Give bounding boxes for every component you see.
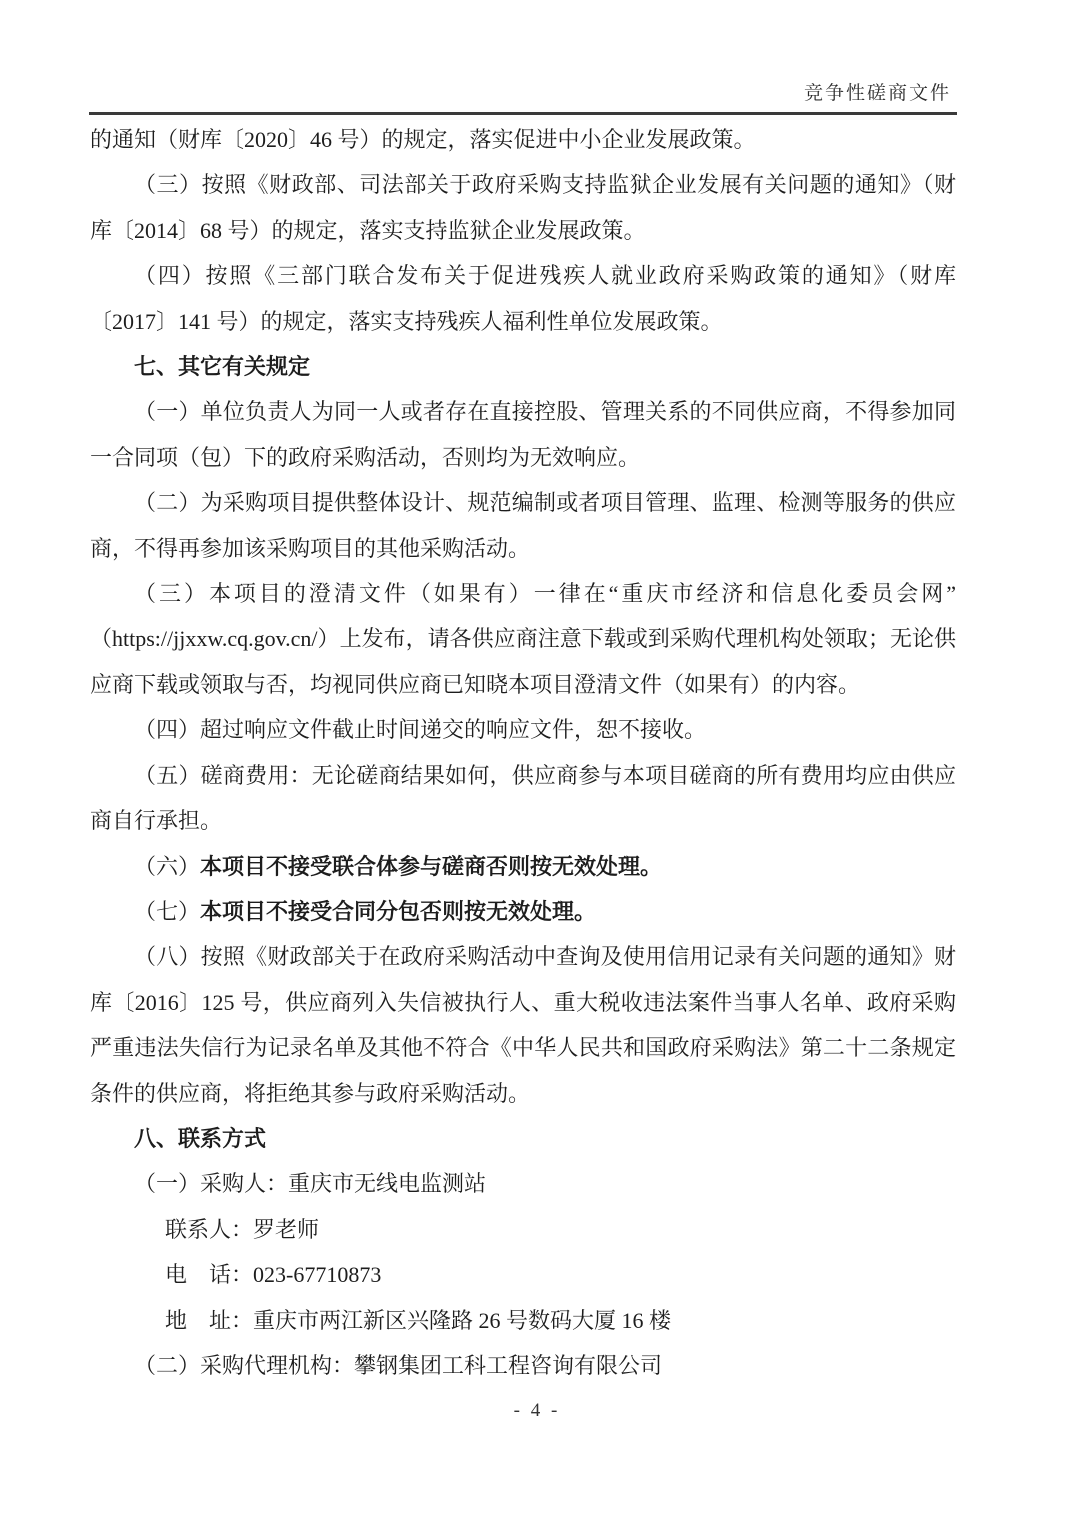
item-bold-text: 本项目不接受合同分包否则按无效处理。 bbox=[200, 898, 597, 924]
contact-person: 联系人：罗老师 bbox=[165, 1216, 320, 1242]
section-heading-7-other-rules: 七、其它有关规定 bbox=[134, 354, 311, 380]
paragraph-rule-2: （二）为采购项目提供整体设计、规范编制或者项目管理、监理、检测等服务的供应商，不得再参加该采购项目的其他采购活动。 bbox=[90, 490, 956, 561]
paragraph-rule-7-no-subcontract bbox=[90, 889, 956, 934]
paragraph-rule-1: （一）单位负责人为同一人或者存在直接控股、管理关系的不同供应商，不得参加同一合同项（包）下的政府采购活动，否则均为无效响应。 bbox=[90, 399, 956, 470]
contact-phone: 电 话：023-67710873 bbox=[165, 1262, 382, 1288]
paragraph-item-4-disabled: （四）按照《三部门联合发布关于促进残疾人就业政府采购政策的通知》（财库〔2017〕141 号）的规定，落实支持残疾人福利性单位发展政策。 bbox=[90, 263, 956, 334]
paragraph-rule-4-deadline: （四）超过响应文件截止时间递交的响应文件，恕不接收。 bbox=[134, 717, 707, 743]
paragraph-rule-6-no-consortium bbox=[90, 844, 956, 889]
item-number: （六） bbox=[134, 853, 201, 879]
item-bold-text: 本项目不接受联合体参与磋商否则按无效处理。 bbox=[200, 853, 663, 879]
page-header bbox=[89, 0, 957, 115]
item-number: （七） bbox=[134, 898, 201, 924]
contact-purchaser: （一）采购人：重庆市无线电监测站 bbox=[134, 1171, 487, 1197]
paragraph-item-3-prison: （三）按照《财政部、司法部关于政府采购支持监狱企业发展有关问题的通知》（财库〔2014〕68 号）的规定，落实支持监狱企业发展政策。 bbox=[90, 172, 956, 243]
header-title: 竞争性磋商文件 bbox=[803, 83, 951, 104]
contact-address: 地 址：重庆市两江新区兴隆路 26 号数码大厦 16 楼 bbox=[165, 1307, 672, 1333]
paragraph-rule-3-clarification: （三）本项目的澄清文件（如果有）一律在“重庆市经济和信息化委员会网”（https://jjxxw.cq.gov.cn/）上发布，请各供应商注意下载或到采购代理机构处领取；无论供应商下载或领取与否，均视同供应商已知晓本项目澄清文件（如果有）的内容。 bbox=[90, 581, 956, 697]
paragraph-rule-5-costs: （五）磋商费用：无论磋商结果如何，供应商参与本项目磋商的所有费用均应由供应商自行承担。 bbox=[90, 762, 956, 834]
section-heading-8-contact: 八、联系方式 bbox=[134, 1125, 267, 1151]
paragraph-rule-8-credit-records: （八）按照《财政部关于在政府采购活动中查询及使用信用记录有关问题的通知》财库〔2016〕125 号，供应商列入失信被执行人、重大税收违法案件当事人名单、政府采购严重违法失信行为记录名单及其他不符合《中华人民共和国政府采购法》第二十二条规定条件的供应商，将拒绝其参与政府采购活动。 bbox=[90, 944, 956, 1106]
paragraph-continuation: 的通知（财库〔2020〕46 号）的规定，落实促进中小企业发展政策。 bbox=[90, 127, 756, 152]
document-body bbox=[90, 117, 956, 1388]
page-footer bbox=[0, 1400, 1074, 1422]
page-number: - 4 - bbox=[513, 1400, 561, 1421]
contact-agency: （二）采购代理机构：攀钢集团工科工程咨询有限公司 bbox=[134, 1352, 663, 1378]
